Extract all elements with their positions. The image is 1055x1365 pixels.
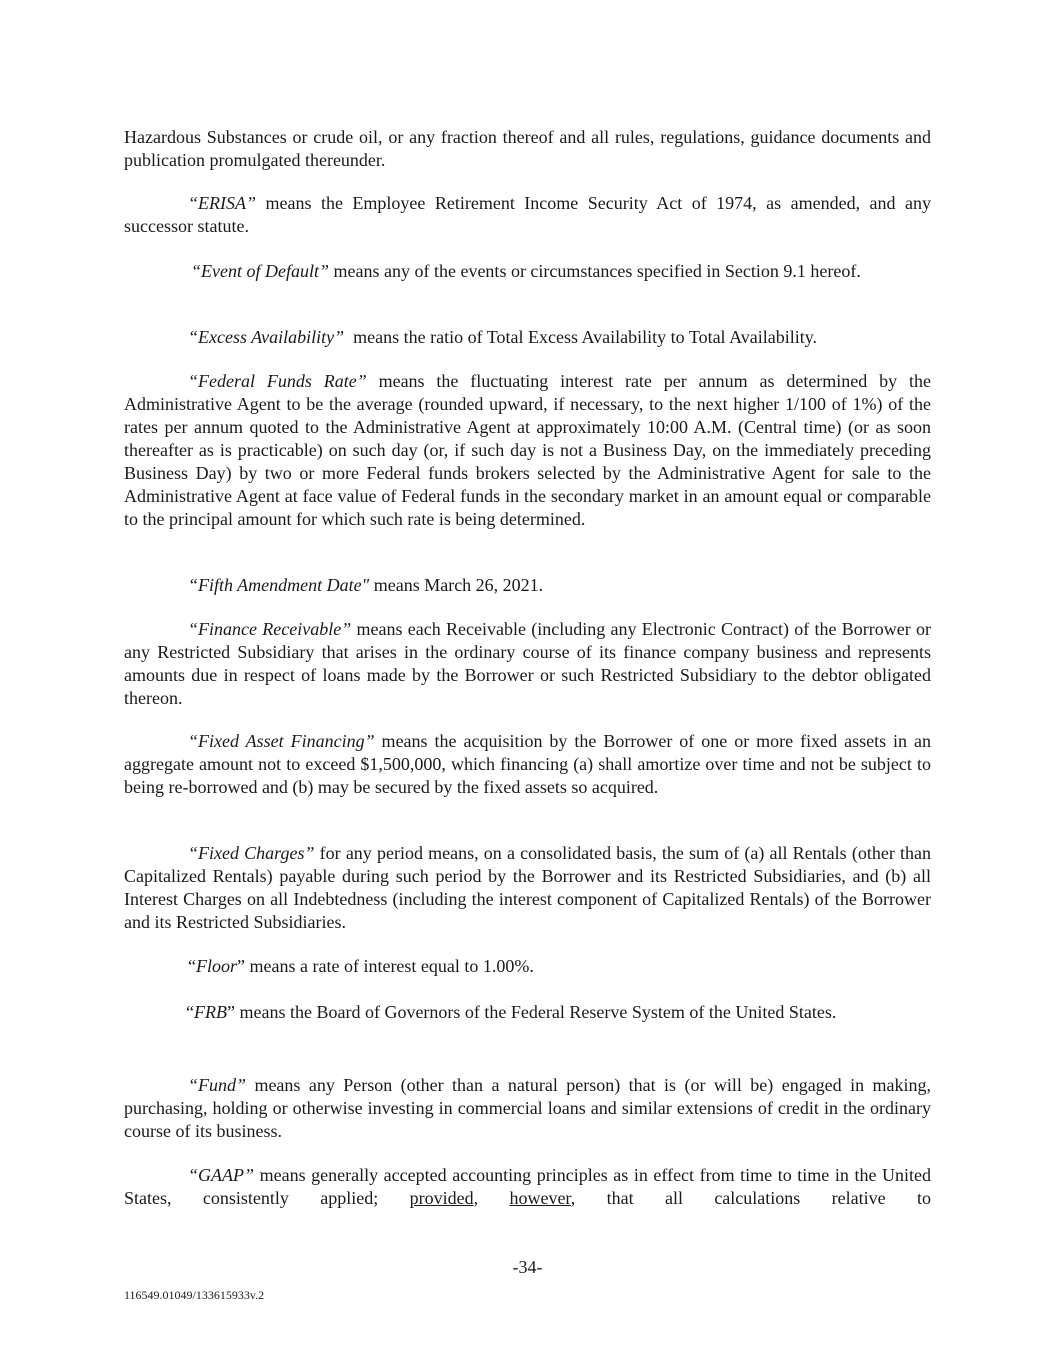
definition-text: means the acquisition by the Borrower of one or more fixed assets in an aggregate amount not to exceed $1,500,000, which financing (a) shall amortize over time and not be subject to being re-borrowed and (b) may be secured by the fixed assets so acquired. xyxy=(124,731,932,797)
definition-text: means the ratio of Total Excess Availability to Total Availability. xyxy=(344,327,818,347)
definition-text: means each Receivable (including any Electronic Contract) of the Borrower or any Restricted Subsidiary that arises in the ordinary course of its finance company business and represents amounts due in respect of loans made by the Borrower or such Restricted Subsidiary to the debtor obligated thereon. xyxy=(124,619,931,708)
defined-term: “Event of Default” xyxy=(191,261,329,281)
definition-fifth-amendment-date xyxy=(124,574,931,597)
definition-event-of-default xyxy=(124,260,931,283)
definition-text: means any Person (other than a natural person) that is (or will be) engaged in making, purchasing, holding or otherwise investing in commercial loans and similar extensions of credit in the ordinary course of its business. xyxy=(124,1075,931,1141)
document-id: 116549.01049/133615933v.2 xyxy=(124,1288,265,1302)
definition-text: means the fluctuating interest rate per annum as determined by the Administrative Agent to be the average (rounded upward, if necessary, to the next higher 1/100 of 1%) of the rates per annum quoted to the Administrative Agent at approximately 10:00 A.M. (Central time) (or as soon thereafter as is practicable) on such day (or, if such day is not a Business Day, on the immediately preceding Business Day) by two or more Federal funds brokers selected by the Administrative Agent for sale to the Administrative Agent at face value of Federal funds in the secondary market in an amount equal or comparable to the principal amount for which such rate is being determined. xyxy=(124,371,931,529)
defined-term: “Fixed Asset Financing” xyxy=(188,731,375,751)
definition-text-tail: , that all calculations relative to xyxy=(570,1188,931,1208)
defined-term: “ERISA” xyxy=(188,193,257,213)
defined-term: “Federal Funds Rate” xyxy=(188,371,367,391)
definition-federal-funds-rate xyxy=(124,370,931,531)
definition-floor: “Floor” means a rate of interest equal to 1.00%. xyxy=(188,956,534,976)
defined-term: “Fifth Amendment Date" xyxy=(188,575,370,595)
provided-keyword: provided xyxy=(409,1188,474,1208)
page-number: -34- xyxy=(512,1257,543,1277)
definition-gaap: “GAAP” means generally accepted accounting principles as in effect from time to time in the United States, consistently applied; provided, however, that all calculations relative to xyxy=(124,1165,931,1208)
defined-term: “Excess Availability” xyxy=(188,327,345,347)
definition-text: for any period means, on a consolidated basis, the sum of (a) all Rentals (other than Capitalized Rentals) payable during such period by the Borrower and its Restricted Subsidiaries, and (b) all Interest Charges on all Indebtedness (including the interest component of Capitalized Rentals) of the Borrower and its Restricted Subsidiaries. xyxy=(124,843,931,932)
paragraph-hazardous-continuation: Hazardous Substances or crude oil, or any fraction thereof and all rules, regulations, guidance documents and publication promulgated thereunder. xyxy=(124,127,931,170)
however-keyword: however xyxy=(509,1188,571,1208)
definition-text: means March 26, 2021. xyxy=(369,575,544,595)
defined-term: “GAAP” xyxy=(188,1165,255,1185)
defined-term: Floor xyxy=(196,956,238,976)
defined-term: FRB xyxy=(194,1002,227,1022)
definition-erisa xyxy=(124,192,931,238)
defined-term: “Fund” xyxy=(188,1075,247,1095)
definition-finance-receivable xyxy=(124,618,931,710)
definition-text: means generally accepted accounting principles as in effect from time to time in the United States, consistently applied; xyxy=(124,1165,931,1208)
definition-text: ” means a rate of interest equal to 1.00%. xyxy=(237,956,534,976)
definition-frb: “FRB” means the Board of Governors of the Federal Reserve System of the United States. xyxy=(186,1002,837,1022)
defined-term: “Finance Receivable” xyxy=(188,619,352,639)
definition-text: means the Employee Retirement Income Security Act of 1974, as amended, and any successor statute. xyxy=(124,193,931,236)
definition-fixed-asset-financing xyxy=(124,730,931,799)
definition-excess-availability xyxy=(124,326,931,349)
definition-text: ” means the Board of Governors of the Federal Reserve System of the United States. xyxy=(227,1002,837,1022)
defined-term: “Fixed Charges” xyxy=(188,843,315,863)
definition-fund xyxy=(124,1074,931,1143)
definition-text: means any of the events or circumstances specified in Section 9.1 hereof. xyxy=(329,261,861,281)
definition-fixed-charges xyxy=(124,842,931,934)
